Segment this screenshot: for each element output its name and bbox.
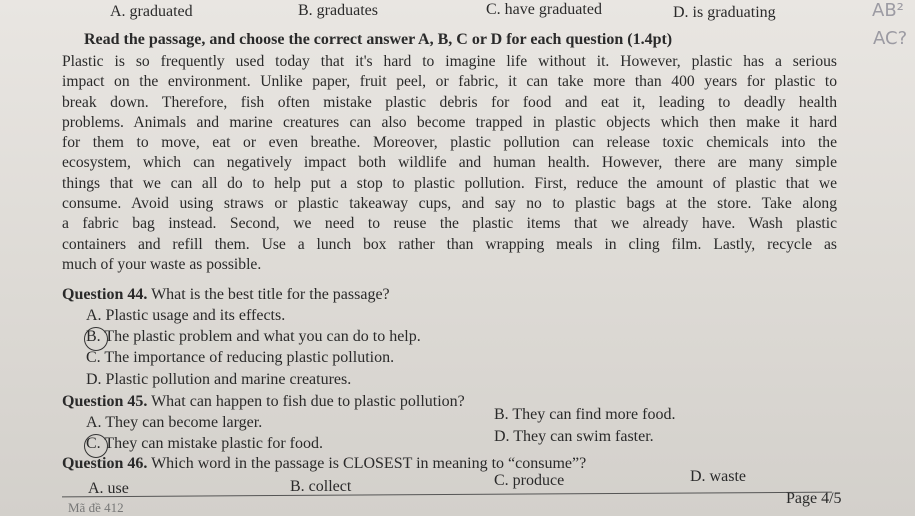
prev-option-d: D. is graduating (673, 4, 776, 21)
q46-option-d[interactable]: D. waste (690, 468, 746, 485)
question-44-label: Question 44. (62, 286, 148, 303)
q45-option-a[interactable]: A. They can become larger. (86, 414, 263, 431)
handwritten-note-second: AC? (873, 28, 908, 49)
prev-option-b: B. graduates (298, 2, 378, 19)
passage-line: ecosystem, which can negatively impact both wildlife and human health. However, there are many simple (62, 154, 837, 172)
passage-line: for them to move, eat or even breathe. Moreover, plastic pollution can release toxic chemicals into the (62, 134, 837, 152)
passage-line: things that we can all do to help put a stop to plastic pollution. First, reduce the amount of plastic that we (62, 174, 837, 192)
q44-option-c[interactable]: C. The importance of reducing plastic pollution. (86, 349, 395, 366)
question-44-text: What is the best title for the passage? (151, 286, 390, 303)
footer-divider (62, 492, 832, 498)
q45-option-d[interactable]: D. They can swim faster. (494, 428, 654, 445)
exam-code: Mã đề 412 (68, 500, 124, 515)
passage-line: impact on the environment. Unlike paper, fruit peel, or fabric, it can take more than 400 years for plastic to (62, 73, 837, 91)
q44-option-a[interactable]: A. Plastic usage and its effects. (86, 307, 286, 324)
q46-option-a[interactable]: A. use (88, 480, 129, 497)
passage-line: consume. Avoid using straws or plastic takeaway cups, and say no to plastic bags at the store. Take along (62, 195, 837, 213)
question-45-label: Question 45. (62, 393, 148, 410)
page-number: Page 4/5 (786, 490, 842, 507)
passage-line: a fabric bag instead. Second, we need to reuse the plastic items that we already have. Wash plastic (62, 215, 837, 233)
q44-option-d[interactable]: D. Plastic pollution and marine creatures. (86, 371, 352, 388)
q44-option-b[interactable]: B. The plastic problem and what you can do to help. (86, 328, 421, 345)
question-46-label: Question 46. (62, 455, 148, 472)
question-44 (62, 286, 390, 304)
passage-line: Plastic is so frequently used today that it's hard to imagine life without it. However, plastic has a serious (62, 53, 837, 70)
section-instruction: Read the passage, and choose the correct answer A, B, C or D for each question (1.4pt) (84, 31, 673, 48)
question-45-text: What can happen to fish due to plastic pollution? (151, 393, 465, 410)
q46-option-c[interactable]: C. produce (494, 472, 565, 489)
passage-line: problems. Animals and marine creatures can also become trapped in plastic objects which then make it hard (62, 113, 837, 131)
q45-option-c[interactable]: C. They can mistake plastic for food. (86, 435, 323, 452)
question-46 (62, 455, 586, 473)
passage-line: much of your waste as possible. (62, 255, 262, 273)
handwritten-note-top: AB² (872, 0, 904, 21)
passage-line: break down. Therefore, fish often mistake plastic debris for food and eat it, leading to deadly health (62, 93, 837, 111)
question-46-text: Which word in the passage is CLOSEST in meaning to “consume”? (151, 455, 587, 472)
prev-option-c: C. have graduated (486, 1, 602, 18)
q45-option-b[interactable]: B. They can find more food. (494, 406, 676, 423)
reading-passage (62, 52, 837, 275)
passage-line: containers and refill them. Use a lunch box rather than wrapping meals in cling film. Lastly, recycle as (62, 235, 837, 253)
q46-option-b[interactable]: B. collect (290, 478, 352, 495)
prev-option-a: A. graduated (110, 3, 193, 20)
question-45 (62, 393, 465, 411)
